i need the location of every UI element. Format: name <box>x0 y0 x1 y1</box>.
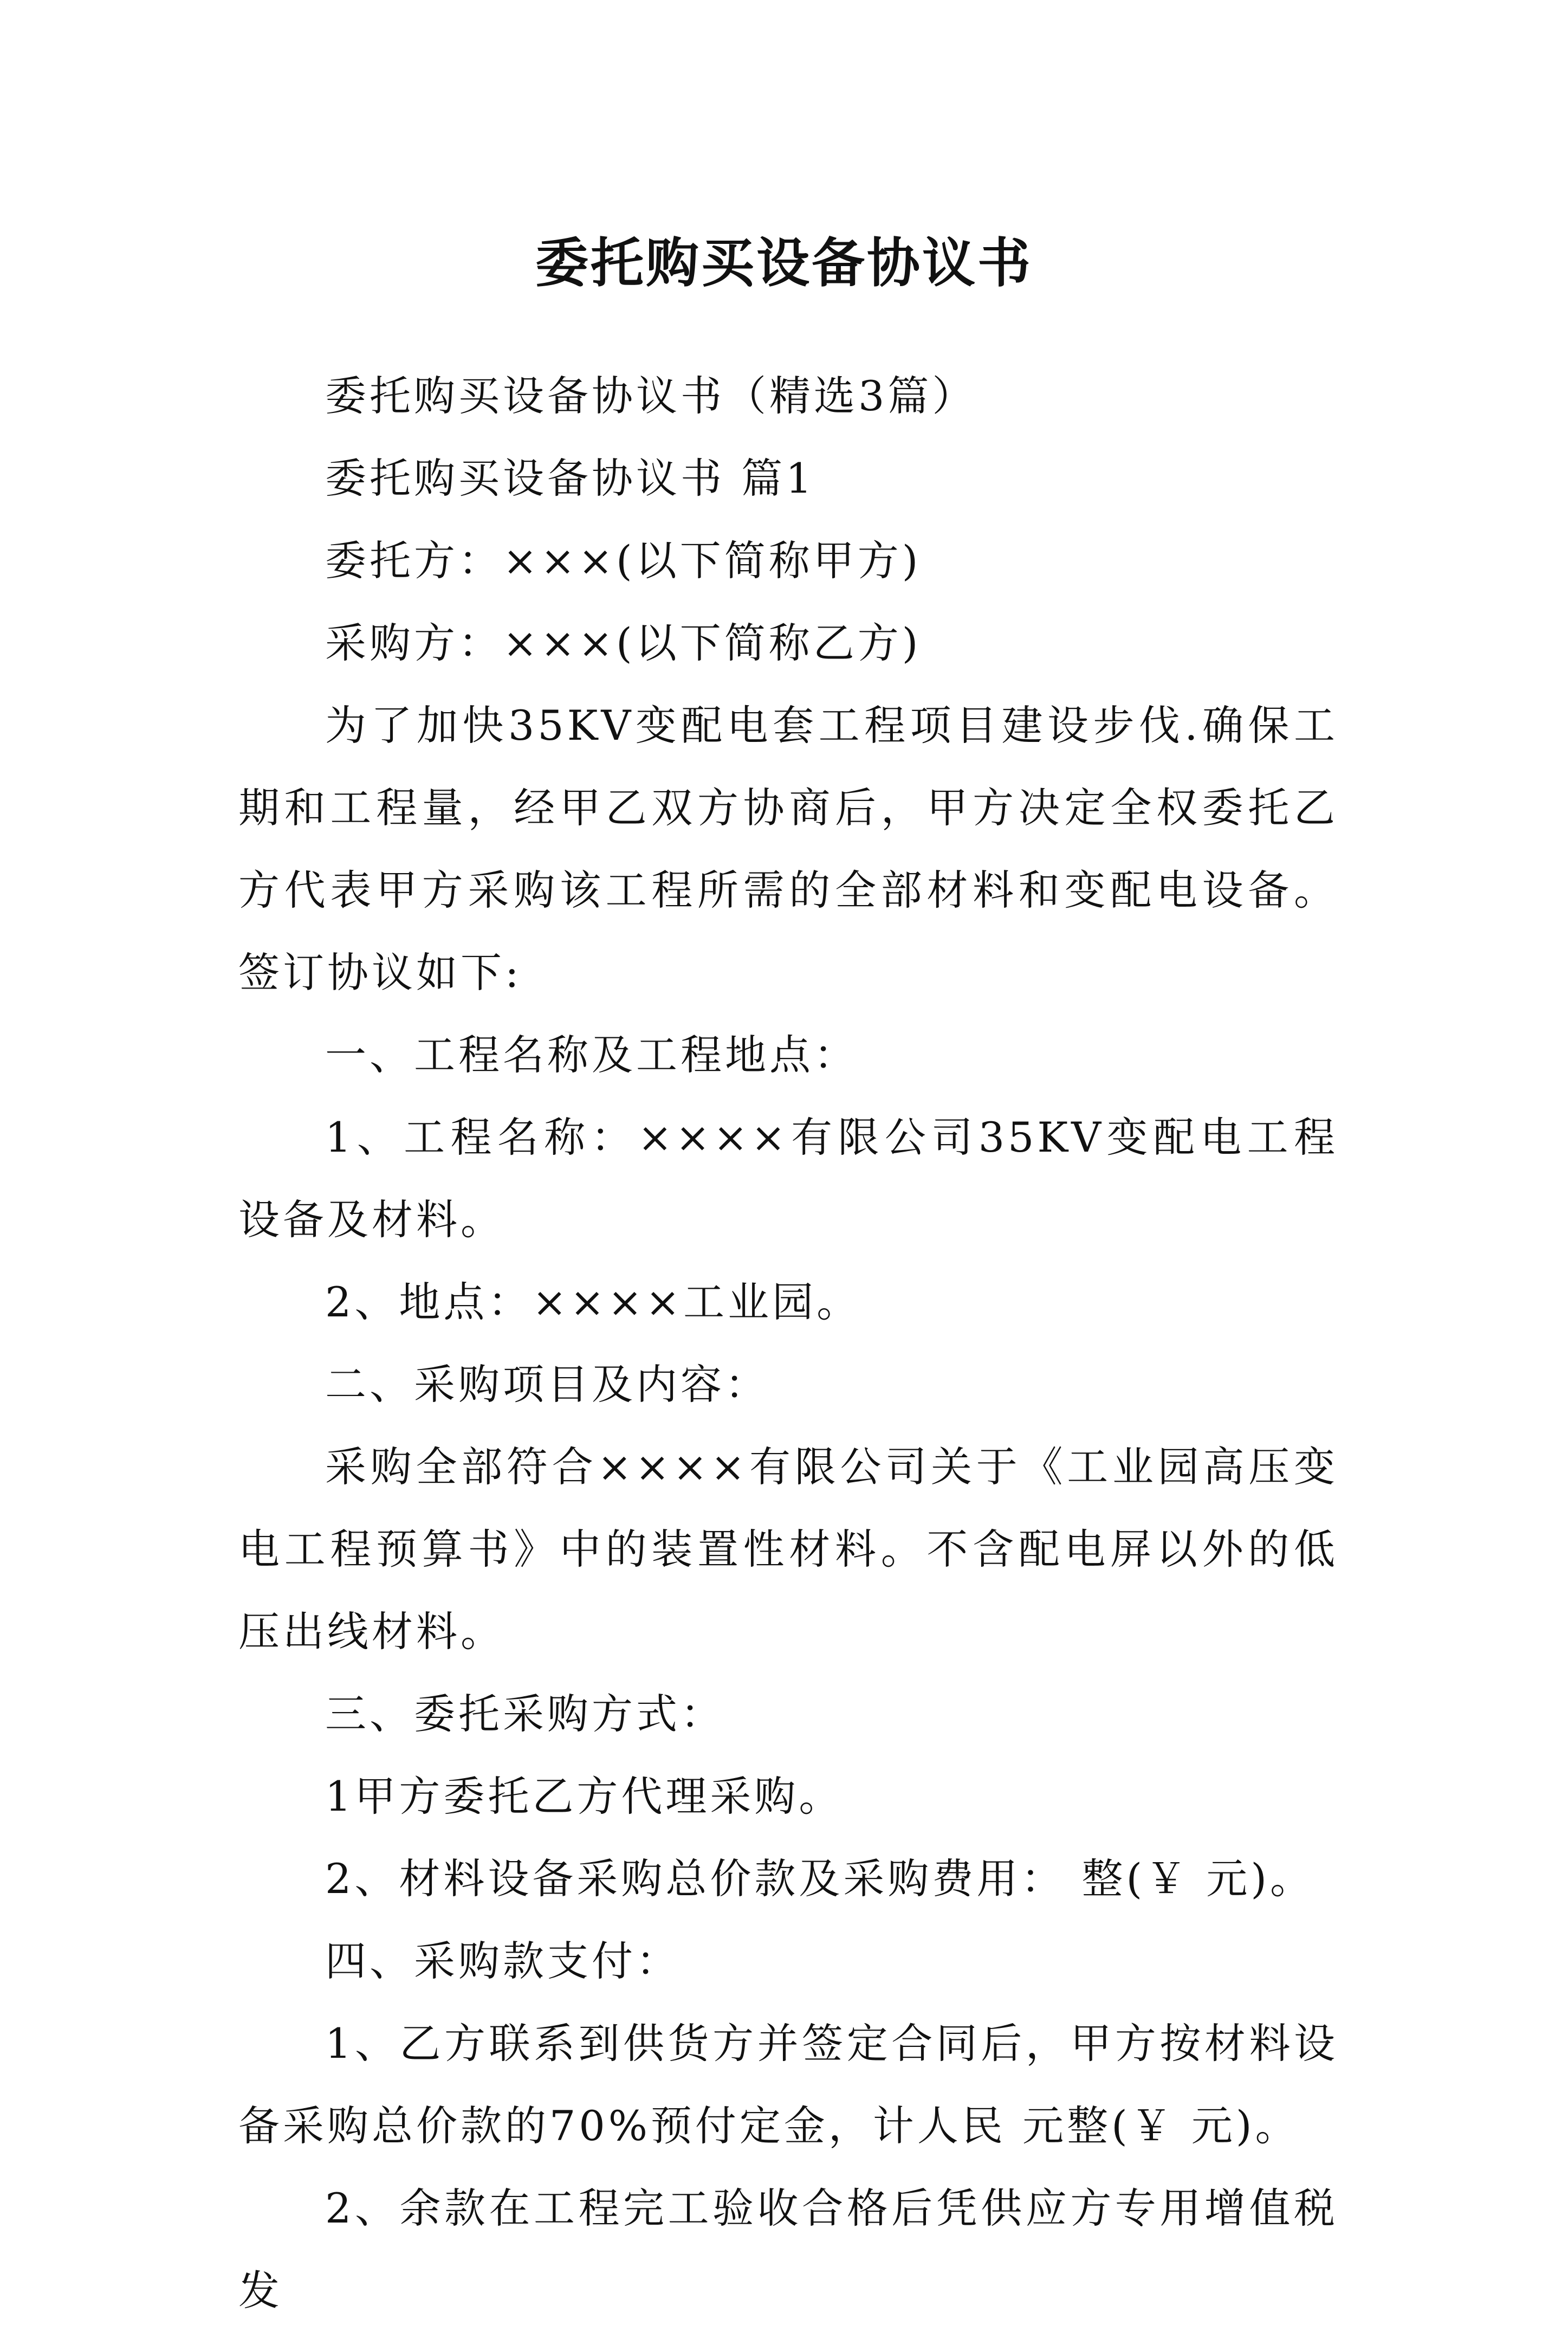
paragraph-procurement-scope: 采购全部符合××××有限公司关于《工业园高压变电工程预算书》中的装置性材料。不含配电屏以外的低压出线材料。 <box>238 1443 1338 1656</box>
paragraph-total-price: 2、材料设备采购总价款及采购费用： 整(￥ 元)。 <box>325 1855 1314 1903</box>
paragraph-balance-payment: 2、余款在工程完工验收合格后凭供应方专用增值税发 <box>238 2184 1338 2315</box>
paragraph-project-name: 1、工程名称：××××有限公司35KV变配电工程设备及材料。 <box>238 1113 1338 1244</box>
paragraph-principal: 委托方：×××(以下简称甲方) <box>325 537 922 585</box>
paragraph-clause-1-heading: 一、工程名称及工程地点： <box>325 1031 858 1079</box>
paragraph-section-heading: 委托购买设备协议书 篇1 <box>325 454 815 502</box>
paragraph-clause-4-heading: 四、采购款支付： <box>325 1937 681 1985</box>
paragraph-clause-2-heading: 二、采购项目及内容： <box>325 1360 769 1409</box>
paragraph-project-location: 2、地点：××××工业园。 <box>325 1278 861 1326</box>
paragraph-preamble: 为了加快35KV变配电套工程项目建设步伐.确保工期和工程量，经甲乙双方协商后，甲方决定全权委托乙方代表甲方采购该工程所需的全部材料和变配电设备。签订协议如下: <box>238 701 1338 997</box>
document-body <box>238 355 1338 2332</box>
paragraph-agency-method: 1甲方委托乙方代理采购。 <box>325 1772 844 1820</box>
paragraph-purchaser: 采购方：×××(以下简称乙方) <box>325 619 922 667</box>
document-title: 委托购买设备协议书 <box>535 231 1033 294</box>
paragraph-subtitle: 委托购买设备协议书（精选3篇） <box>325 372 977 420</box>
paragraph-deposit-payment: 1、乙方联系到供货方并签定合同后，甲方按材料设备采购总价款的70%预付定金，计人民 元整(￥ 元)。 <box>238 2019 1338 2150</box>
paragraph-clause-3-heading: 三、委托采购方式： <box>325 1690 725 1738</box>
